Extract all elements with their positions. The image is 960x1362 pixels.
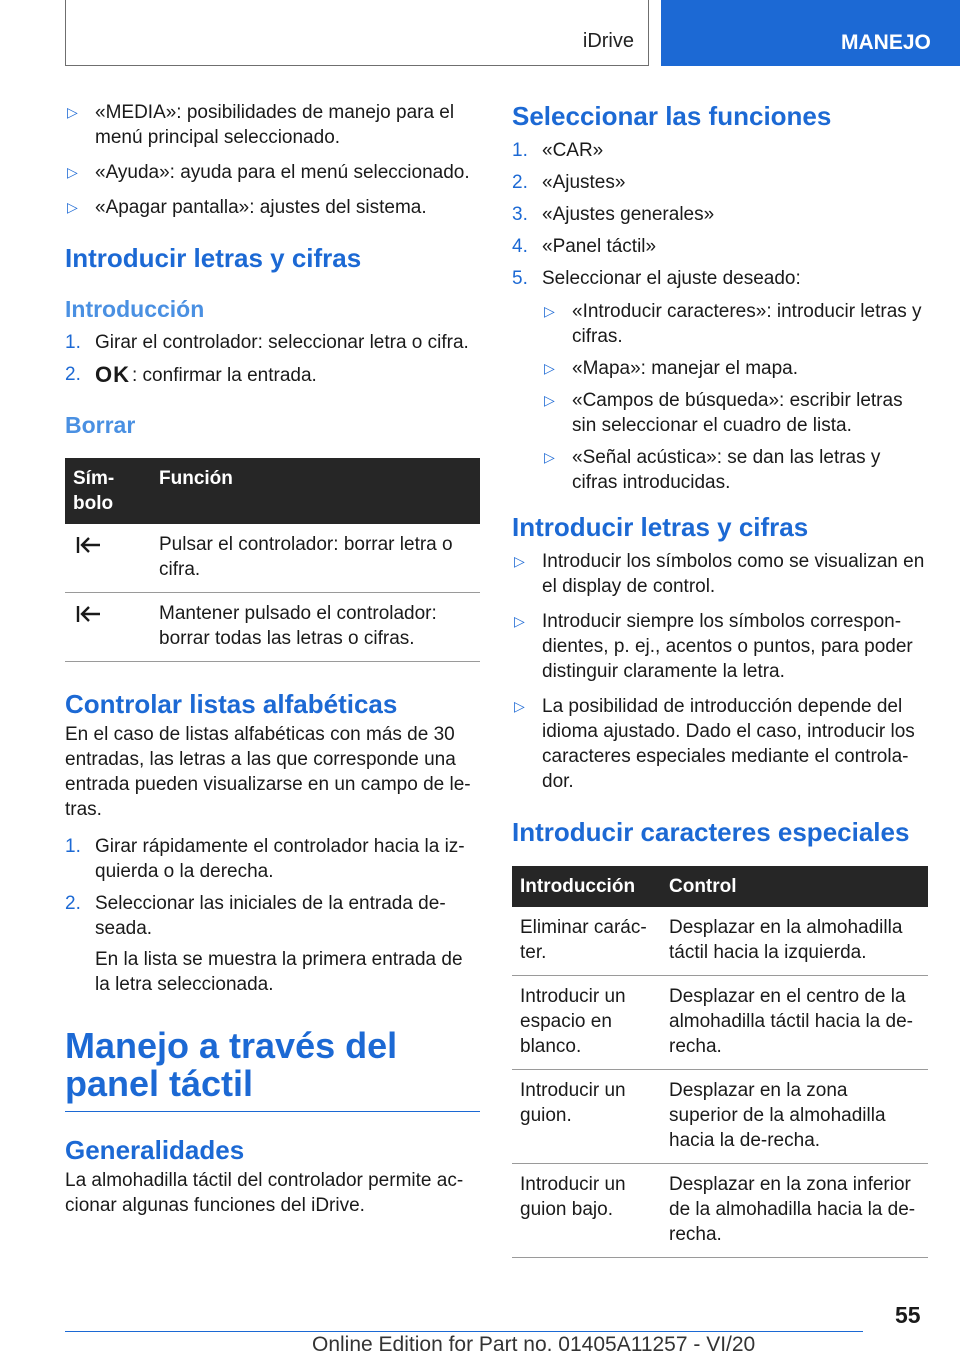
list-item: ▷ «Mapa»: manejar el mapa. xyxy=(544,358,799,379)
ok-icon: OK xyxy=(95,362,130,387)
listas-paragraph: En el caso de listas alfabéticas con más de 30 entradas, las letras a las que corresponde una entrada pueden visualizarse en un campo de le-tras. xyxy=(65,724,471,820)
triangle-bullet-icon: ▷ xyxy=(67,164,78,180)
table-cell: Mantener pulsado el controlador: borrar todas las letras o cifras. xyxy=(151,593,480,662)
heading-panel-tactil: Manejo a través del panel táctil xyxy=(65,1027,480,1112)
table-cell: Introducir un espacio en blanco. xyxy=(512,976,661,1070)
table-cell: Pulsar el controlador: borrar letra o cifra. xyxy=(151,524,480,593)
table-cell: Introducir un guion bajo. xyxy=(512,1164,661,1258)
page-number: 55 xyxy=(895,1302,921,1328)
table-cell: Desplazar en la almohadilla táctil hacia la izquierda. xyxy=(661,907,928,976)
table-row xyxy=(65,524,480,593)
triangle-bullet-icon: ▷ xyxy=(544,303,555,319)
header-chapter-label: MANEJO xyxy=(841,31,931,54)
ajuste-options xyxy=(542,299,928,495)
table-cell: Desplazar en la zona inferior de la almohadilla hacia la de-recha. xyxy=(661,1164,928,1258)
heading-introducir-letras-2: Introducir letras y cifras xyxy=(512,512,809,542)
table-row xyxy=(65,593,480,662)
triangle-bullet-icon: ▷ xyxy=(544,360,555,376)
table-header: Introducción xyxy=(512,866,661,907)
heading-generalidades: Generalidades xyxy=(65,1135,245,1165)
heading-introduccion: Introducción xyxy=(65,296,205,322)
triangle-bullet-icon: ▷ xyxy=(514,613,525,629)
heading-introducir-letras: Introducir letras y cifras xyxy=(65,243,362,273)
list-item: 1. «CAR» xyxy=(512,140,604,161)
backspace-arrow-icon xyxy=(73,604,103,624)
top-bullet-list xyxy=(65,100,480,220)
backspace-arrow-icon xyxy=(73,535,103,555)
table-row xyxy=(512,1164,928,1258)
step-note: En la lista se muestra la primera entrada de la letra seleccionada. xyxy=(95,949,463,995)
table-cell: Eliminar carác-ter. xyxy=(512,907,661,976)
table-cell xyxy=(65,524,151,593)
list-item: ▷ Introducir los símbolos como se visualizan en el display de control. xyxy=(514,551,925,597)
list-item: ▷ «Señal acústica»: se dan las letras y cifras introducidas. xyxy=(544,447,881,493)
table-cell: Desplazar en el centro de la almohadilla táctil hacia la de-recha. xyxy=(661,976,928,1070)
triangle-bullet-icon: ▷ xyxy=(544,449,555,465)
list-item: ▷ «Campos de búsqueda»: escribir letras sin seleccionar el cuadro de lista. xyxy=(544,390,903,436)
list-item: ▷ Introducir siempre los símbolos correspon-dientes, p. ej., acentos o puntos, para poder distinguir claramente la letra. xyxy=(514,611,913,682)
table-header: Sím-bolo xyxy=(65,458,151,524)
list-item: ▷ La posibilidad de introducción depende del idioma ajustado. Dado el caso, introducir los caracteres especiales mediante el controla-dor. xyxy=(514,696,915,792)
heading-caracteres-especiales: Introducir caracteres especiales xyxy=(512,817,910,847)
triangle-bullet-icon: ▷ xyxy=(67,104,78,120)
table-header: Función xyxy=(151,458,480,524)
triangle-bullet-icon: ▷ xyxy=(67,199,78,215)
heading-listas-alfabeticas: Controlar listas alfabéticas xyxy=(65,689,398,719)
table-row xyxy=(512,907,928,976)
list-item: 1. Girar el controlador: seleccionar letra o cifra. xyxy=(65,332,469,353)
table-header: Control xyxy=(661,866,928,907)
footer-edition: Online Edition for Part no. 01405A11257 - VI/20 xyxy=(312,1333,756,1356)
list-item: ▷ «Ayuda»: ayuda para el menú seleccionado. xyxy=(67,162,470,183)
list-item: 2. Seleccionar las iniciales de la entrada de-seada. En la lista se muestra la primera entrada de la letra seleccionada. xyxy=(65,891,480,997)
list-item: 5. Seleccionar el ajuste deseado: ▷ «Introducir caracteres»: introducir letras y cifras. ▷ «Mapa»: manejar el mapa. ▷ «Campos de búsqueda»: escribir letras sin seleccionar el cuadro de lista. ▷ «Señal acústica»: se dan las letras y cifras introducidas. xyxy=(512,266,928,495)
header-chapter-tab xyxy=(661,0,960,66)
list-item: 2. OK : confirmar la entrada. xyxy=(65,362,317,387)
right-column xyxy=(512,100,928,1258)
list-item: 1. Girar rápidamente el controlador hacia la iz-quierda o la derecha. xyxy=(65,836,465,882)
seleccionar-steps xyxy=(512,138,928,495)
list-item: 2. «Ajustes» xyxy=(512,172,626,193)
table-row xyxy=(512,1070,928,1164)
heading-seleccionar-funciones: Seleccionar las funciones xyxy=(512,101,832,131)
left-column xyxy=(65,100,480,1218)
table-cell: Introducir un guion. xyxy=(512,1070,661,1164)
list-item: 4. «Panel táctil» xyxy=(512,236,657,257)
listas-steps xyxy=(65,834,480,997)
list-item: ▷ «MEDIA»: posibilidades de manejo para el menú principal seleccionado. xyxy=(67,102,455,148)
triangle-bullet-icon: ▷ xyxy=(514,698,525,714)
borrar-table xyxy=(65,458,480,662)
intro-steps xyxy=(65,330,480,388)
list-item: ▷ «Introducir caracteres»: introducir letras y cifras. xyxy=(544,301,922,347)
triangle-bullet-icon: ▷ xyxy=(514,553,525,569)
table-cell: Desplazar en la zona superior de la almohadilla hacia la de-recha. xyxy=(661,1070,928,1164)
generalidades-paragraph: La almohadilla táctil del controlador permite ac-cionar algunas funciones del iDrive. xyxy=(65,1170,464,1216)
list-item: 3. «Ajustes generales» xyxy=(512,204,715,225)
header-section: iDrive xyxy=(582,30,634,52)
heading-borrar: Borrar xyxy=(65,412,136,438)
list-item: ▷ «Apagar pantalla»: ajustes del sistema. xyxy=(67,197,427,218)
table-cell xyxy=(65,593,151,662)
especiales-table xyxy=(512,866,928,1258)
header-frame xyxy=(65,0,649,66)
triangle-bullet-icon: ▷ xyxy=(544,392,555,408)
letras-bullets xyxy=(512,549,928,794)
footer-rule xyxy=(65,1331,863,1332)
table-row xyxy=(512,976,928,1070)
